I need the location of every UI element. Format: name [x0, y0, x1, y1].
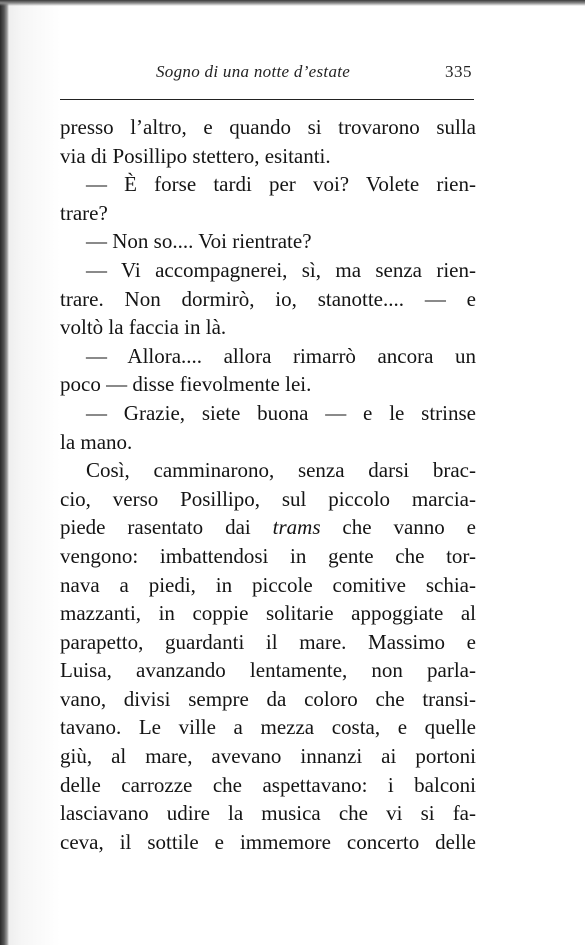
text-line: poco — disse fievolmente lei.: [60, 372, 312, 397]
running-head: [60, 62, 474, 86]
text-line: lasciavano udire la musica che vi si fa-: [60, 801, 476, 826]
text-line: trare?: [60, 200, 108, 225]
text-line: Luisa, avanzando lentamente, non parla-: [60, 658, 476, 683]
text-line: — Allora.... allora rimarrò ancora un: [86, 343, 476, 368]
text-line: — È forse tardi per voi? Volete rien-: [86, 172, 476, 197]
text-line: Così, camminarono, senza darsi brac-: [86, 458, 476, 483]
running-title: Sogno di una notte d’estate: [156, 62, 351, 81]
text-line: — Non so.... Voi rientrate?: [86, 229, 312, 254]
italic-term: trams: [272, 515, 321, 540]
text-line: vano, divisi sempre da coloro che transi-: [60, 686, 476, 711]
page-spine-shadow: [0, 0, 9, 945]
page-top-edge: [0, 0, 585, 6]
text-line: mazzanti, in coppie solitarie appoggiate al: [60, 601, 476, 626]
text-line: ceva, il sottile e immemore concerto delle: [60, 829, 476, 854]
text-line: cio, verso Posillipo, sul piccolo marcia-: [60, 486, 476, 511]
text-line: tavano. Le ville a mezza costa, e quelle: [60, 715, 476, 740]
text-line-segment: che vanno e: [320, 515, 476, 540]
text-line: parapetto, guardanti il mare. Massimo e: [60, 629, 476, 654]
text-line: vengono: imbattendosi in gente che tor-: [60, 543, 476, 568]
text-line: voltò la faccia in là.: [60, 315, 227, 340]
header-rule: [60, 99, 474, 100]
text-line: [60, 513, 476, 542]
text-line: nava a piedi, in piccole comitive schia-: [60, 572, 476, 597]
text-line: delle carrozze che aspettavano: i balconi: [60, 772, 476, 797]
text-line: trare. Non dormirò, io, stanotte.... — e: [60, 286, 476, 311]
text-line: presso l’altro, e quando si trovarono sulla: [60, 115, 476, 139]
text-line: la mano.: [60, 429, 133, 454]
body-text: [60, 113, 476, 856]
text-line: — Grazie, siete buona — e le strinse: [86, 400, 476, 425]
text-line-segment: piede rasentato dai: [60, 515, 273, 540]
text-line: giù, al mare, avevano innanzi ai portoni: [60, 744, 476, 769]
text-line: — Vi accompagnerei, sì, ma senza rien-: [86, 257, 476, 282]
page-number: 335: [445, 62, 472, 81]
text-line: via di Posillipo stettero, esitanti.: [60, 143, 331, 168]
